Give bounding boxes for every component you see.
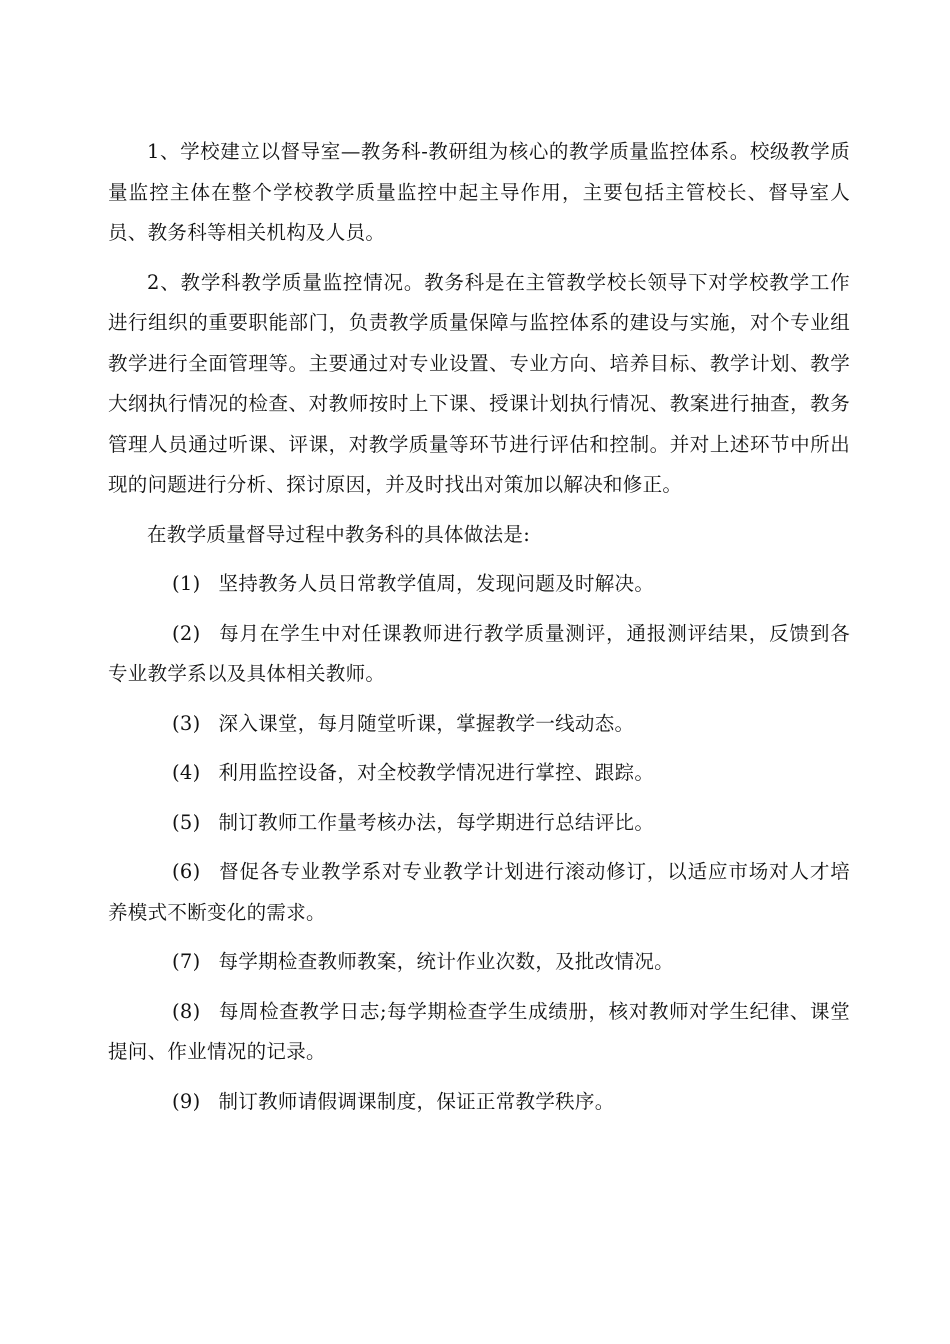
list-item-number: (3) (172, 711, 201, 735)
list-item-number: (6) (172, 860, 201, 883)
list-item-number: (1) (172, 572, 201, 595)
list-item-text: 每月在学生中对任课教师进行教学质量测评，通报测评结果，反馈到各专业教学系以及具体相关教师。 (108, 621, 850, 685)
list-item-text: 制订教师请假调课制度，保证正常教学秩序。 (218, 1089, 615, 1113)
list-item-text: 制订教师工作量考核办法，每学期进行总结评比。 (218, 810, 655, 834)
paragraph-2: 2、教学科教学质量监控情况。教务科是在主管教学校长领导下对学校教学工作进行组织的重要职能部门，负责教学质量保障与监控体系的建设与实施，对个专业组教学进行全面管理等。主要通过对专业设置、专业方向、培养目标、教学计划、教学大纲执行情况的检查、对教师按时上下课、授课计划执行情况、教案进行抽查，教务管理人员通过听课、评课，对教学质量等环节进行评估和控制。并对上述环节中所出现的问题进行分析、探讨原因，并及时找出对策加以解决和修正。 (108, 270, 850, 496)
document-page (108, 132, 850, 1122)
list-item-text: 每学期检查教师教案，统计作业次数，及批改情况。 (218, 950, 674, 973)
paragraph-1: 1、学校建立以督导室—教务科-教研组为核心的教学质量监控体系。校级教学质量监控主体在整个学校教学质量监控中起主导作用，主要包括主管校长、督导室人员、教务科等相关机构及人员。 (108, 140, 850, 244)
list-item-text: 坚持教务人员日常教学值周，发现问题及时解决。 (218, 572, 655, 595)
list-item (108, 942, 850, 983)
list-item-text: 每周检查教学日志;每学期检查学生成绩册，核对教师对学生纪律、课堂提问、作业情况的记录。 (108, 999, 850, 1063)
list-item (108, 992, 850, 1073)
list-item-text: 督促各专业教学系对专业教学计划进行滚动修订，以适应市场对人才培养模式不断变化的需求。 (108, 860, 850, 924)
list-item (108, 803, 850, 844)
paragraph-3: 在教学质量督导过程中教务科的具体做法是: (147, 522, 531, 546)
list-item-number: (2) (172, 621, 201, 645)
list-item (108, 1082, 850, 1123)
list-item-text: 利用监控设备，对全校教学情况进行掌控、跟踪。 (218, 761, 655, 784)
list-item (108, 564, 850, 605)
list-item (108, 852, 850, 933)
list-item-number: (5) (172, 810, 201, 834)
list-item (108, 614, 850, 695)
list-item (108, 704, 850, 745)
list-item-number: (4) (172, 761, 201, 784)
list-item-number: (7) (172, 950, 201, 973)
list-item-number: (9) (172, 1089, 201, 1113)
list-item-text: 深入课堂，每月随堂听课，掌握教学一线动态。 (218, 711, 635, 735)
list-item-number: (8) (172, 999, 201, 1023)
list-item (108, 753, 850, 794)
